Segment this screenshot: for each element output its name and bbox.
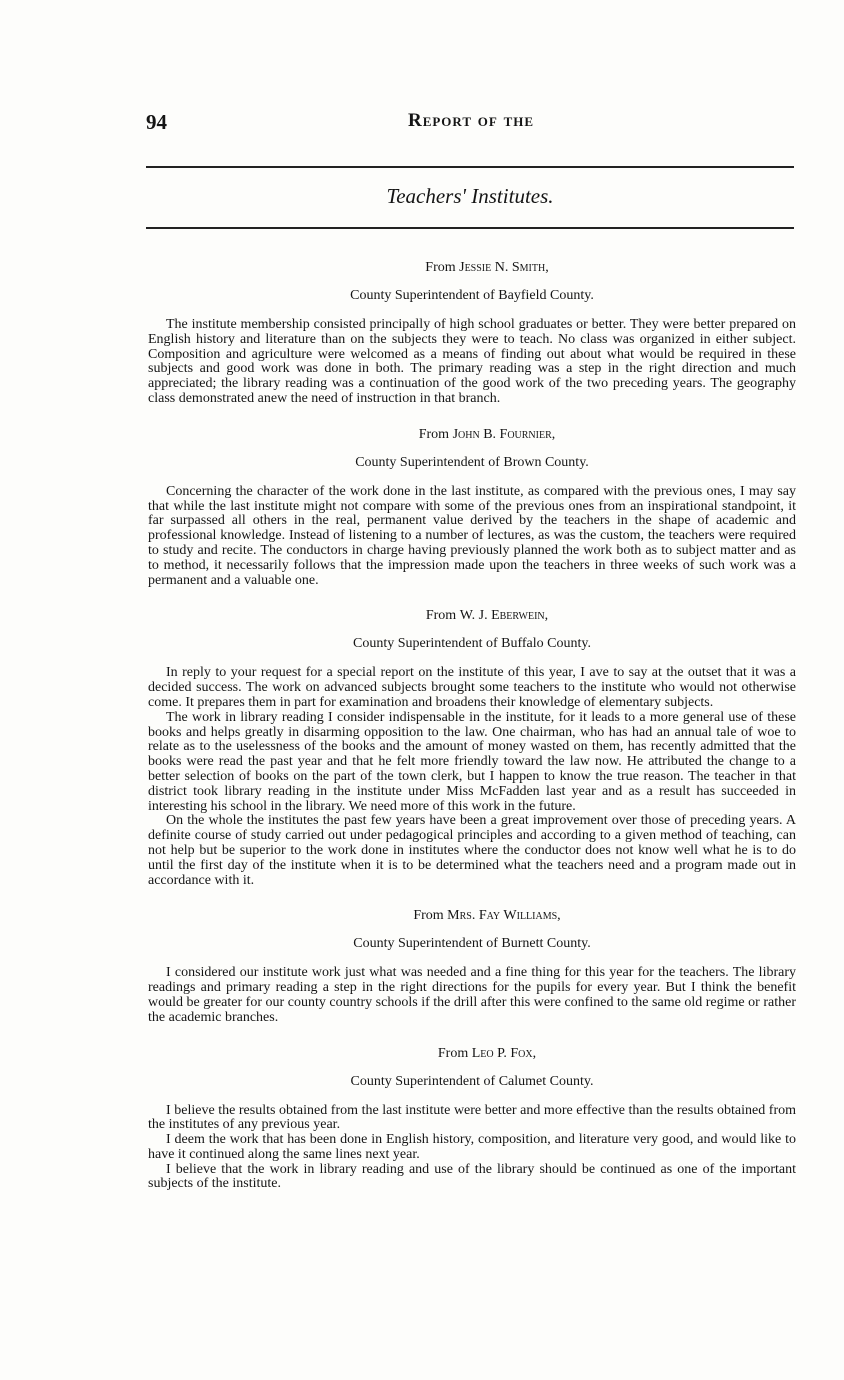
- letter-buffalo: [148, 606, 796, 888]
- letter-from: [178, 1044, 796, 1064]
- from-prefix: From: [425, 260, 456, 275]
- letter-bayfield: [148, 258, 796, 407]
- running-head: Report of the: [407, 110, 535, 131]
- author-name: Mrs. Fay Williams,: [447, 908, 561, 924]
- letter-paragraph: The institute membership consisted principally of high school graduates or better. They were better prepared on English history and literature than on the subjects they were to teach. No class was organized in either subject. Composition and agriculture were welcomed as a means of finding out about what would be required in these subjects and good work was done in both. The primary reading was a step in the right direction and much appreciated; the library reading was a continuation of the good work of the two preceding years. The geography class demonstrated anew the need of instruction in that branch.: [148, 317, 796, 406]
- page-header: [146, 110, 796, 140]
- page-number: 94: [146, 110, 167, 134]
- letter-calumet: [148, 1044, 796, 1193]
- letter-from: [178, 258, 796, 278]
- letter-paragraph: I deem the work that has been done in English history, composition, and literature very good, and would like to have it continued along the same lines next year.: [148, 1132, 796, 1162]
- from-prefix: From: [437, 1045, 469, 1061]
- letter-paragraph: In reply to your request for a special report on the institute of this year, I ave to say at the outset that it was a decided success. The work on advanced subjects brought some teachers to the institute who would not otherwise come. It prepares them in part for examination and broadens their knowledge of elementary subjects.: [148, 665, 796, 710]
- letter-from: [178, 906, 796, 926]
- author-name: W. J. Eberwein,: [459, 608, 549, 624]
- letter-from: [178, 606, 796, 626]
- letter-brown: [148, 425, 796, 589]
- author-office: County Superintendent of Calumet County.: [350, 1073, 594, 1089]
- from-prefix: From: [413, 908, 444, 924]
- from-prefix: From: [425, 608, 457, 624]
- author-name: Jessie N. Smith,: [459, 260, 549, 275]
- author-office: County Superintendent of Buffalo County.: [353, 636, 591, 652]
- letter-burnett: [148, 906, 796, 1025]
- letter-paragraph: I believe that the work in library reading and use of the library should be continued as one of the important subjects of the institute.: [148, 1161, 796, 1192]
- letter-paragraph: I believe the results obtained from the last institute were better and more effective than the results obtained from the institutes of any previous year.: [148, 1102, 796, 1133]
- letter-paragraph: On the whole the institutes the past few years have been a great improvement over those of preceding years. A definite course of study carried out under pedagogical principles and according to a given method of teaching, can not help but be superior to the work done in institutes where the conductor does not know well what he is to do until the first day of the institute when it is to be determined what the teachers need and a program made out in accordance with it.: [148, 813, 796, 888]
- section-title: Teachers' Institutes.: [386, 184, 554, 208]
- author-office: County Superintendent of Brown County.: [355, 454, 589, 470]
- author-office: County Superintendent of Bayfield County.: [350, 288, 594, 303]
- letter-paragraph: Concerning the character of the work done in the last institute, as compared with the previous ones, I may say that while the last institute might not compare with some of the previous ones from an inspirational standpoint, it far surpassed all others in the real, permanent value derived by the teachers in the shape of academic and professional knowledge. Instead of listening to a number of lectures, as was the custom, the teachers were required to study and recite. The conductors in charge having previously planned the work both as to subject matter and as to method, it necessarily follows that the impression made upon the teachers in three weeks of such work was a permanent and a valuable one.: [148, 483, 796, 588]
- top-rule: [146, 166, 794, 168]
- letter-from: [178, 425, 796, 445]
- from-prefix: From: [418, 426, 450, 442]
- letter-paragraph: I considered our institute work just what was needed and a fine thing for this year for the teachers. The library readings and primary reading a step in the right directions for the pupils for every year. But I think the benefit would be greater for our county country schools if the drill after this were confined to the same old regime or rather the academic branches.: [148, 965, 796, 1025]
- author-name: Leo P. Fox,: [471, 1045, 537, 1061]
- author-name: John B. Fournier,: [452, 426, 556, 442]
- bottom-rule: [146, 227, 794, 229]
- author-office: County Superintendent of Burnett County.: [353, 936, 591, 952]
- letter-paragraph: The work in library reading I consider indispensable in the institute, for it leads to a more general use of these books and helps greatly in disarming opposition to the law. One chairman, who has had an annual tale of woe to relate as to the uselessness of the books and the amount of money wasted on them, has recently admitted that the books were read the past year and that he felt more friendly toward the law now. He attributed the change to a better selection of books on the part of the town clerk, but I happen to know the true reason. The teacher in that district took library reading in the institute under Miss McFadden last year and as a result has succeeded in interesting his school in the library. We need more of this work in the future.: [148, 709, 796, 814]
- letters-body: [148, 258, 796, 1192]
